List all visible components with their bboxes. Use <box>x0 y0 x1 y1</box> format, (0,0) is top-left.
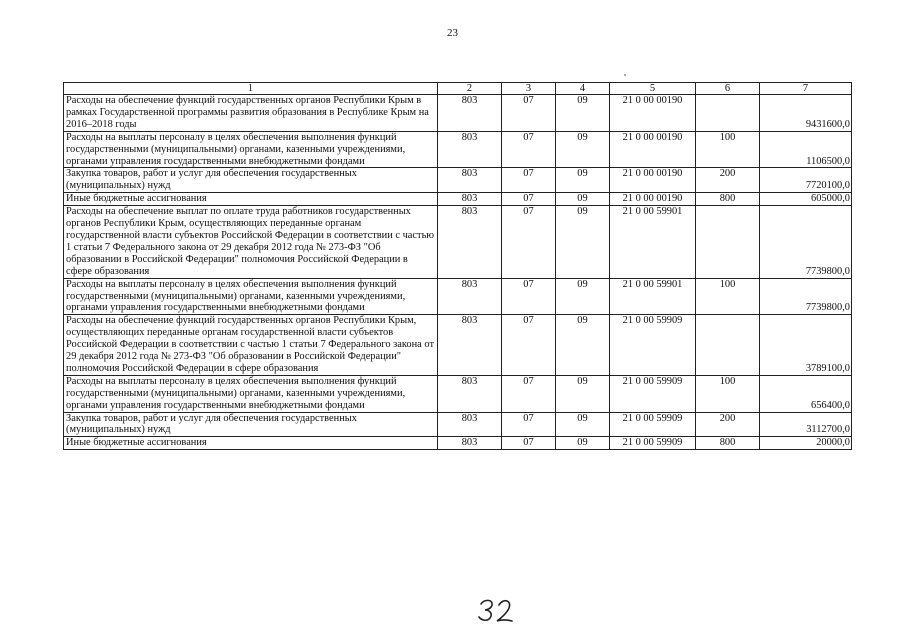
row-section-code: 07 <box>502 412 556 437</box>
header-col-7: 7 <box>760 83 852 95</box>
row-target-article: 21 0 00 59909 <box>610 437 696 450</box>
row-expense-type: 200 <box>696 168 760 193</box>
table-row <box>64 278 852 315</box>
row-description: Расходы на обеспечение выплат по оплате труда работников государственных органов Республики Крым, осуществляющих переданные органам государственной власти субъектов Российской Федерации в соответствии с частью 1 статьи 7 Федерального закона от 29 декабря 2012 года № 273-ФЗ "Об образовании в Российской Федерации" полномочия Российской Федерации в сфере образования <box>64 206 438 278</box>
row-amount: 9431600,0 <box>760 95 852 132</box>
row-subsection-code: 09 <box>556 375 610 412</box>
row-subsection-code: 09 <box>556 168 610 193</box>
table-body <box>64 95 852 450</box>
row-description: Иные бюджетные ассигнования <box>64 193 438 206</box>
header-col-5: 5 <box>610 83 696 95</box>
row-description: Расходы на обеспечение функций государственных органов Республики Крым, осуществляющих переданные органам государственной власти субъектов Российской Федерации в соответствии с частью 1 статьи 7 Федерального закона от 29 декабря 2012 года № 273-ФЗ "Об образовании в Российской Федерации" полномочия Российской Федерации в сфере образования <box>64 315 438 376</box>
row-subsection-code: 09 <box>556 95 610 132</box>
budget-table-container <box>63 82 851 450</box>
row-description: Закупка товаров, работ и услуг для обеспечения государственных (муниципальных) нужд <box>64 412 438 437</box>
row-description: Расходы на выплаты персоналу в целях обеспечения выполнения функций государственными (муниципальными) органами, казенными учреждениями, органами управления государственными внебюджетными фондами <box>64 131 438 168</box>
row-amount: 605000,0 <box>760 193 852 206</box>
row-description: Закупка товаров, работ и услуг для обеспечения государственных (муниципальных) нужд <box>64 168 438 193</box>
header-col-3: 3 <box>502 83 556 95</box>
row-subsection-code: 09 <box>556 437 610 450</box>
row-subsection-code: 09 <box>556 278 610 315</box>
row-ministry-code: 803 <box>438 412 502 437</box>
header-row <box>64 83 852 95</box>
row-section-code: 07 <box>502 206 556 278</box>
row-expense-type <box>696 315 760 376</box>
row-description: Расходы на выплаты персоналу в целях обеспечения выполнения функций государственными (муниципальными) органами, казенными учреждениями, органами управления государственными внебюджетными фондами <box>64 278 438 315</box>
row-section-code: 07 <box>502 131 556 168</box>
row-target-article: 21 0 00 59909 <box>610 412 696 437</box>
row-section-code: 07 <box>502 168 556 193</box>
row-amount: 20000,0 <box>760 437 852 450</box>
table-row <box>64 168 852 193</box>
row-target-article: 21 0 00 00190 <box>610 95 696 132</box>
row-target-article: 21 0 00 59909 <box>610 315 696 376</box>
row-target-article: 21 0 00 00190 <box>610 131 696 168</box>
table-row <box>64 315 852 376</box>
row-ministry-code: 803 <box>438 131 502 168</box>
row-ministry-code: 803 <box>438 375 502 412</box>
row-ministry-code: 803 <box>438 168 502 193</box>
row-section-code: 07 <box>502 95 556 132</box>
row-expense-type: 800 <box>696 193 760 206</box>
row-ministry-code: 803 <box>438 278 502 315</box>
header-col-6: 6 <box>696 83 760 95</box>
header-col-1: 1 <box>64 83 438 95</box>
header-col-2: 2 <box>438 83 502 95</box>
row-amount: 7739800,0 <box>760 278 852 315</box>
table-header <box>64 83 852 95</box>
row-ministry-code: 803 <box>438 193 502 206</box>
row-ministry-code: 803 <box>438 437 502 450</box>
table-row <box>64 437 852 450</box>
row-target-article: 21 0 00 00190 <box>610 168 696 193</box>
row-section-code: 07 <box>502 193 556 206</box>
budget-table <box>63 82 852 450</box>
row-target-article: 21 0 00 00190 <box>610 193 696 206</box>
handwritten-page-mark <box>477 597 537 623</box>
row-ministry-code: 803 <box>438 95 502 132</box>
row-description: Иные бюджетные ассигнования <box>64 437 438 450</box>
row-expense-type: 800 <box>696 437 760 450</box>
row-amount: 3789100,0 <box>760 315 852 376</box>
row-subsection-code: 09 <box>556 412 610 437</box>
row-subsection-code: 09 <box>556 131 610 168</box>
row-expense-type: 100 <box>696 131 760 168</box>
row-description: Расходы на обеспечение функций государственных органов Республики Крым в рамках Государственной программы развития образования в Республике Крым на 2016–2018 годы <box>64 95 438 132</box>
row-section-code: 07 <box>502 437 556 450</box>
row-amount: 7720100,0 <box>760 168 852 193</box>
row-target-article: 21 0 00 59909 <box>610 375 696 412</box>
row-ministry-code: 803 <box>438 315 502 376</box>
header-col-4: 4 <box>556 83 610 95</box>
row-expense-type: 200 <box>696 412 760 437</box>
row-subsection-code: 09 <box>556 206 610 278</box>
row-expense-type: 100 <box>696 278 760 315</box>
row-section-code: 07 <box>502 375 556 412</box>
row-amount: 656400,0 <box>760 375 852 412</box>
row-amount: 1106500,0 <box>760 131 852 168</box>
row-target-article: 21 0 00 59901 <box>610 278 696 315</box>
row-section-code: 07 <box>502 278 556 315</box>
scan-speck <box>624 74 626 76</box>
row-expense-type <box>696 206 760 278</box>
table-row <box>64 206 852 278</box>
page-number: 23 <box>447 27 458 39</box>
row-expense-type: 100 <box>696 375 760 412</box>
row-amount: 7739800,0 <box>760 206 852 278</box>
table-row <box>64 193 852 206</box>
table-row <box>64 95 852 132</box>
row-ministry-code: 803 <box>438 206 502 278</box>
row-description: Расходы на выплаты персоналу в целях обеспечения выполнения функций государственными (муниципальными) органами, казенными учреждениями, органами управления государственными внебюджетными фондами <box>64 375 438 412</box>
row-section-code: 07 <box>502 315 556 376</box>
row-amount: 3112700,0 <box>760 412 852 437</box>
row-subsection-code: 09 <box>556 315 610 376</box>
table-row <box>64 375 852 412</box>
table-row <box>64 131 852 168</box>
row-target-article: 21 0 00 59901 <box>610 206 696 278</box>
row-subsection-code: 09 <box>556 193 610 206</box>
table-row <box>64 412 852 437</box>
row-expense-type <box>696 95 760 132</box>
